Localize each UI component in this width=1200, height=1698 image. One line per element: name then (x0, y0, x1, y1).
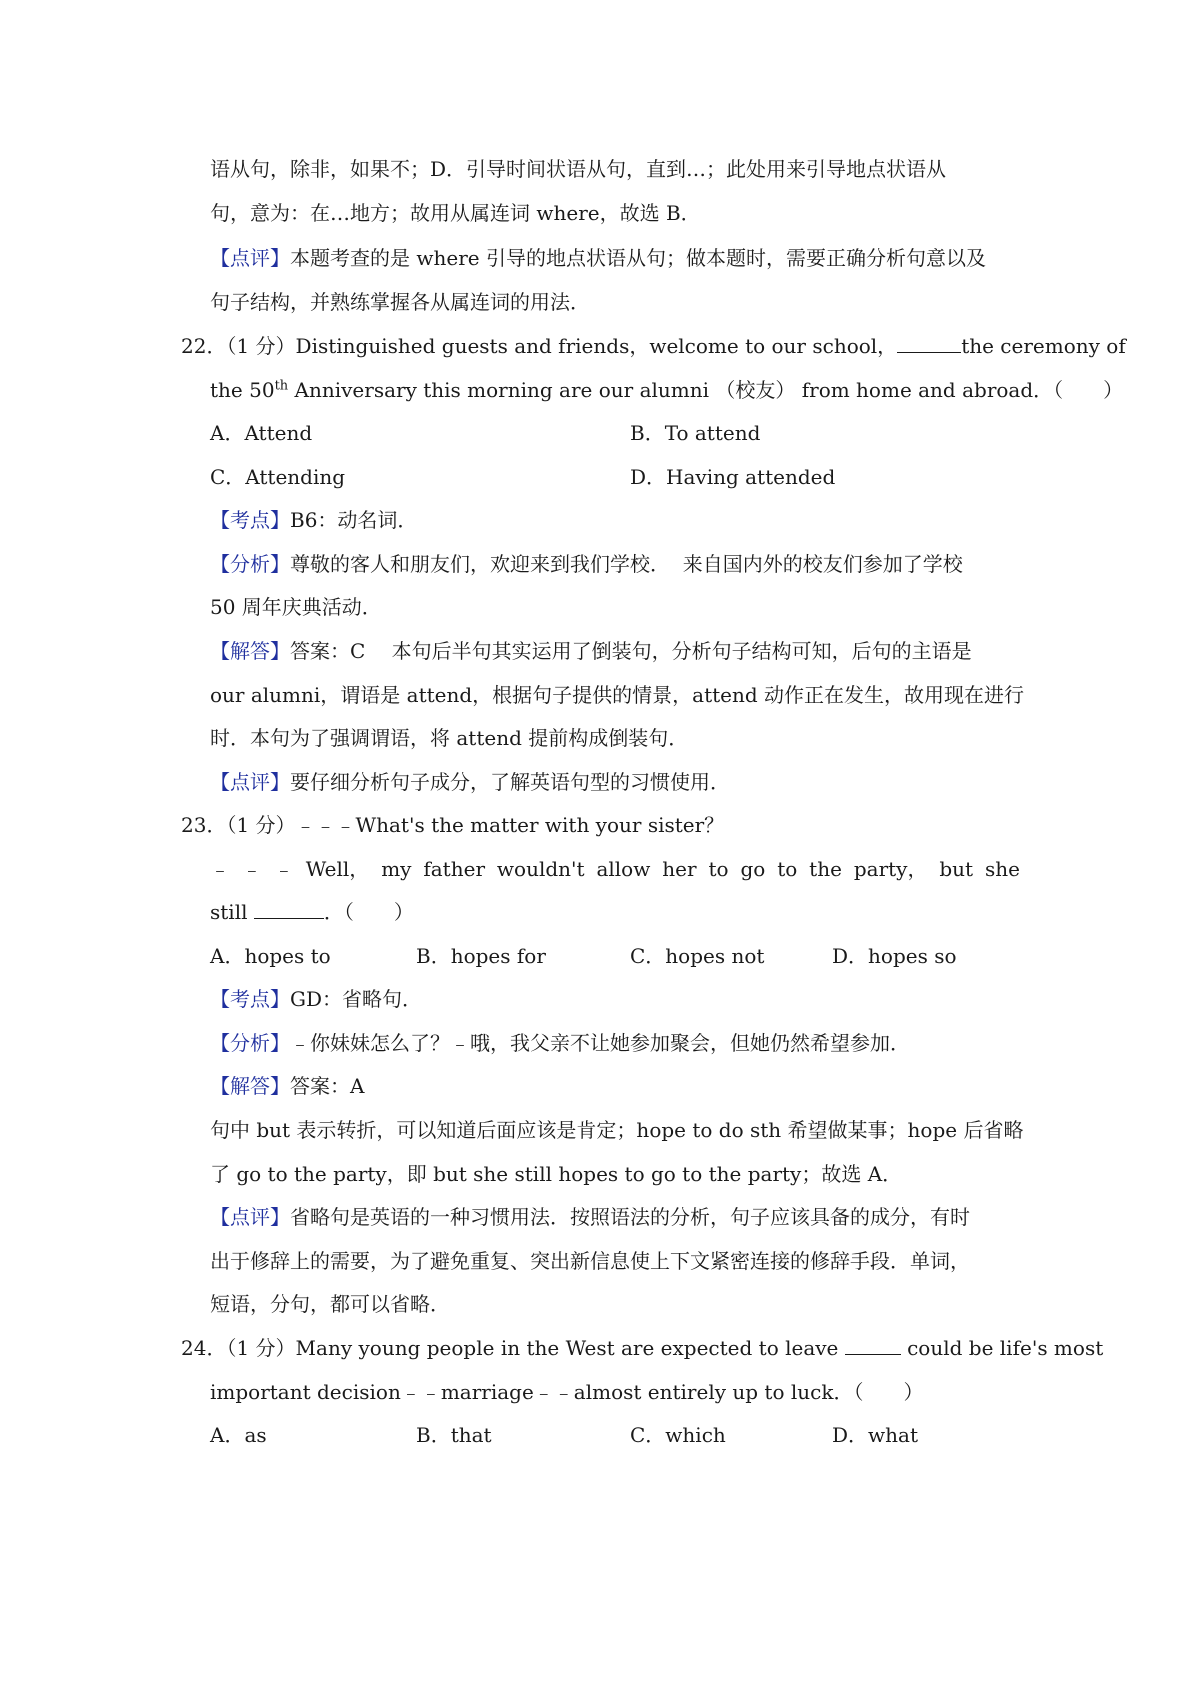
question-23-stem-line-2: ﹣ ﹣ ﹣ Well， my father wouldn't allow her to go to the party， but she (210, 857, 1020, 881)
question-24-stem: 24．（1 分）Many young people in the West are expected to leave could be life's most (181, 1336, 1104, 1360)
kaodian-tag: 【考点】 (210, 987, 290, 1011)
question-22-stem: 22．（1 分）Distinguished guests and friends，welcome to our school， the ceremony of (181, 334, 1126, 358)
review-text: 本题考查的是 where 引导的地点状语从句；做本题时，需要正确分析句意以及 (290, 246, 986, 270)
q22-fenxi: 【分析】尊敬的客人和朋友们，欢迎来到我们学校． 来自国内外的校友们参加了学校 (210, 552, 963, 576)
q23-explanation-line-2: 了 go to the party，即 but she still hopes to go to the party；故选 A． (210, 1162, 903, 1186)
q22-kaodian: 【考点】B6：动名词． (210, 508, 418, 532)
q23-dianping-line-3: 短语，分句，都可以省略． (210, 1292, 450, 1316)
question-number: 23． (181, 813, 227, 837)
option-c: C．hopes not (630, 944, 765, 968)
option-d: D．hopes so (832, 944, 957, 968)
q23-explanation-line-1: 句中 but 表示转折，可以知道后面应该是肯定；hope to do sth 希望做某事；hope 后省略 (210, 1118, 1024, 1142)
q22-jieda-line-3: 时．本句为了强调谓语，将 attend 提前构成倒装句． (210, 726, 689, 750)
option-a: A．as (210, 1423, 267, 1447)
dianping-tag: 【点评】 (210, 770, 290, 794)
option-d: D．what (832, 1423, 918, 1447)
option-a: A．Attend (210, 421, 313, 445)
intro-review-line-2: 句子结构，并熟练掌握各从属连词的用法． (210, 290, 590, 314)
answer-blank (897, 332, 961, 353)
q22-jieda: 【解答】答案：C 本句后半句其实运用了倒装句，分析句子结构可知，后句的主语是 (210, 639, 972, 663)
jieda-tag: 【解答】 (210, 1074, 290, 1098)
q23-dianping-line-2: 出于修辞上的需要，为了避免重复、突出新信息使上下文紧密连接的修辞手段．单词， (210, 1249, 970, 1273)
q22-jieda-line-2: our alumni，谓语是 attend，根据句子提供的情景，attend 动作正在发生，故用现在进行 (210, 683, 1025, 707)
question-number: 24． (181, 1336, 227, 1360)
q22-dianping: 【点评】要仔细分析句子成分，了解英语句型的习惯使用． (210, 770, 730, 794)
option-c: C．which (630, 1423, 726, 1447)
intro-line-1: 语从句，除非，如果不；D．引导时间状语从句，直到…；此处用来引导地点状语从 (210, 157, 947, 181)
question-score: （1 分） (226, 1336, 296, 1360)
option-a: A．hopes to (210, 944, 331, 968)
kaodian-tag: 【考点】 (210, 508, 290, 532)
option-c: C．Attending (210, 465, 346, 489)
question-22-stem-line-2: the 50th Anniversary this morning are our alumni （校友） from home and abroad．（ ） (210, 378, 1124, 402)
question-23-stem: 23．（1 分）﹣﹣﹣What's the matter with your sister？ (181, 813, 725, 837)
answer-blank (254, 898, 324, 919)
question-score: （1 分） (226, 813, 296, 837)
question-score: （1 分） (226, 334, 296, 358)
review-tag: 【点评】 (210, 246, 290, 270)
question-24-stem-line-2: important decision﹣﹣marriage﹣﹣almost entirely up to luck．（ ） (210, 1380, 924, 1404)
intro-review (210, 243, 986, 273)
q23-jieda: 【解答】答案：A (210, 1074, 365, 1098)
intro-line-2: 句，意为：在…地方；故用从属连词 where，故选 B． (210, 201, 701, 225)
fenxi-tag: 【分析】 (210, 1031, 290, 1055)
option-d: D．Having attended (630, 465, 836, 489)
q23-kaodian: 【考点】GD：省略句． (210, 987, 423, 1011)
jieda-tag: 【解答】 (210, 639, 290, 663)
question-23-stem-line-3: still ．（ ） (210, 900, 414, 924)
fenxi-tag: 【分析】 (210, 552, 290, 576)
option-b: B．To attend (630, 421, 761, 445)
q23-dianping: 【点评】省略句是英语的一种习惯用法．按照语法的分析，句子应该具备的成分，有时 (210, 1205, 970, 1229)
q22-fenxi-line-2: 50 周年庆典活动． (210, 595, 382, 619)
dianping-tag: 【点评】 (210, 1205, 290, 1229)
q23-fenxi: 【分析】﹣你妹妹怎么了？﹣哦，我父亲不让她参加聚会，但她仍然希望参加． (210, 1031, 910, 1055)
answer-blank (845, 1334, 901, 1355)
question-number: 22． (181, 334, 227, 358)
option-b: B．hopes for (416, 944, 546, 968)
option-b: B．that (416, 1423, 492, 1447)
